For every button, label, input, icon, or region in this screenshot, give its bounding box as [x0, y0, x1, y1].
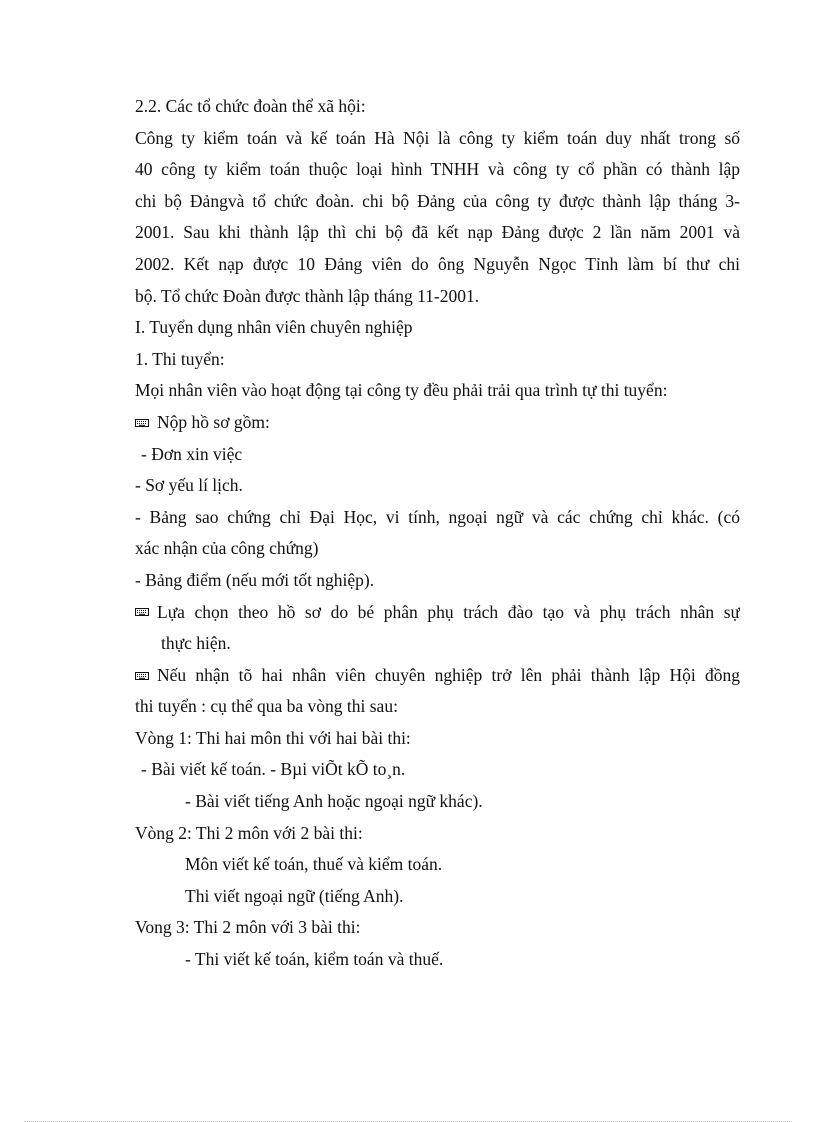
line-text: - Bài viết tiếng Anh hoặc ngoại ngữ khác). — [185, 791, 483, 812]
line-text: Thi viết ngoại ngữ (tiếng Anh). — [185, 885, 404, 906]
line-text: - Bảng sao chứng chỉ Đại Học, vi tính, ngoại ngữ và các chứng chỉ khác. (có — [135, 506, 740, 527]
page-bottom-divider — [24, 1121, 792, 1122]
line-text: 2001. Sau khi thành lập thì chi bộ đã kết nạp Đảng được 2 lần năm 2001 và — [135, 222, 740, 243]
text-line — [135, 375, 740, 407]
keyboard-icon — [135, 672, 149, 680]
line-text: 2002. Kết nạp được 10 Đảng viên do ông Nguyễn Ngọc Tỉnh làm bí thư chi — [135, 253, 740, 274]
line-text: thực hiện. — [161, 633, 231, 654]
line-text: xác nhận của công chứng) — [135, 538, 319, 559]
text-line — [135, 849, 740, 881]
text-line — [135, 912, 740, 944]
line-text: - Bảng điểm (nếu mới tốt nghiệp). — [135, 569, 375, 590]
line-text: chi bộ Đảngvà tổ chức đoàn. chi bộ Đảng của công ty được thành lập tháng 3- — [135, 190, 740, 211]
text-line — [135, 628, 740, 660]
text-line — [135, 249, 740, 281]
line-text: 40 công ty kiểm toán thuộc loại hình TNHH và công ty cổ phần có thành lập — [135, 159, 740, 180]
keyboard-icon — [135, 419, 149, 427]
text-line — [135, 786, 740, 818]
text-line — [135, 533, 740, 565]
text-line — [135, 123, 740, 155]
text-line — [135, 502, 740, 534]
line-text: Lựa chọn theo hồ sơ do bé phân phụ trách đào tạo và phụ trách nhân sự — [157, 601, 740, 622]
text-line — [135, 186, 740, 218]
line-text: Mọi nhân viên vào hoạt động tại công ty đều phải trải qua trình tự thi tuyển: — [135, 380, 668, 401]
text-line — [135, 597, 740, 629]
line-text: Nộp hồ sơ gồm: — [157, 411, 270, 432]
text-line — [135, 439, 740, 471]
line-text: I. Tuyển dụng nhân viên chuyên nghiệp — [135, 317, 413, 338]
text-line — [135, 217, 740, 249]
document-body — [135, 91, 740, 976]
text-line — [135, 754, 740, 786]
text-line — [135, 723, 740, 755]
text-line — [135, 660, 740, 692]
line-text: - Thi viết kế toán, kiểm toán và thuế. — [185, 949, 444, 970]
line-text: 2.2. Các tổ chức đoàn thể xã hội: — [135, 96, 366, 116]
text-line — [135, 407, 740, 439]
line-text: 1. Thi tuyển: — [135, 348, 225, 369]
line-text: Vòng 2: Thi 2 môn với 2 bài thi: — [135, 822, 363, 843]
line-text: - Bài viết kế toán. - Bµi viÕt kÕ to¸n. — [141, 759, 406, 780]
text-line — [135, 154, 740, 186]
text-line — [135, 470, 740, 502]
line-text: Nếu nhận tõ hai nhân viên chuyên nghiệp trở lên phải thành lập Hội đồng — [157, 664, 740, 685]
text-line — [135, 344, 740, 376]
text-line — [135, 312, 740, 344]
text-line — [135, 91, 740, 123]
text-line — [135, 691, 740, 723]
line-text: thi tuyển : cụ thể qua ba vòng thi sau: — [135, 696, 398, 717]
text-line — [135, 281, 740, 313]
keyboard-icon — [135, 608, 149, 616]
line-text: bộ. Tổ chức Đoàn được thành lập tháng 11-2001. — [135, 285, 480, 306]
line-text: Vòng 1: Thi hai môn thi với hai bài thi: — [135, 727, 411, 748]
text-line — [135, 818, 740, 850]
text-line — [135, 565, 740, 597]
line-text: Môn viết kế toán, thuế và kiểm toán. — [185, 854, 443, 875]
line-text: - Sơ yếu lí lịch. — [135, 475, 243, 496]
text-line — [135, 881, 740, 913]
line-text: Vong 3: Thi 2 môn với 3 bài thi: — [135, 917, 361, 938]
line-text: - Đơn xin việc — [141, 443, 243, 464]
text-line — [135, 944, 740, 976]
line-text: Công ty kiểm toán và kế toán Hà Nội là công ty kiểm toán duy nhất trong số — [135, 127, 740, 148]
